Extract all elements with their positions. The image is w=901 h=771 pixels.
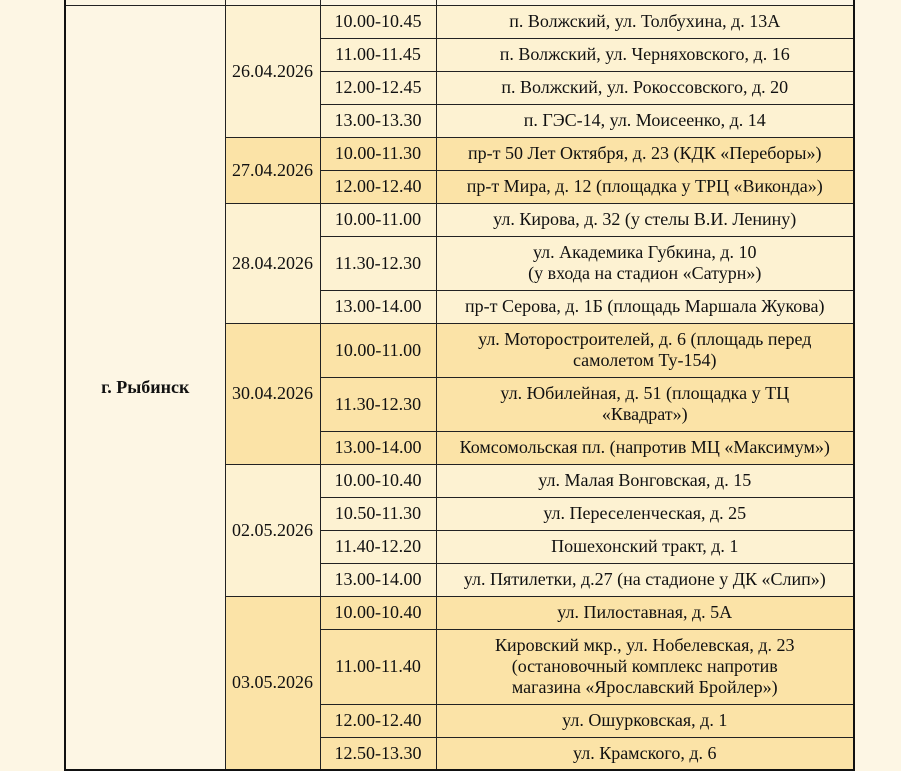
schedule-body [65,0,854,770]
address-line: ул. Малая Вонговская, д. 15 [538,470,752,490]
address-line: Комсомольская пл. (напротив МЦ «Максимум») [459,437,830,457]
address-line: пр-т Мира, д. 12 (площадка у ТРЦ «Виконда») [466,176,823,196]
time-cell: 11.30-12.30 [320,236,436,290]
time-cell: 13.00-14.00 [320,431,436,464]
address-line: (у входа на стадион «Сатурн») [528,263,762,283]
address-line: ул. Пилоставная, д. 5А [557,602,733,622]
date-cell: 03.05.2026 [225,596,320,770]
time-cell: 11.00-11.40 [320,629,436,704]
address-cell [436,704,854,737]
time-cell: 12.00-12.40 [320,704,436,737]
address-line: п. ГЭС-14, ул. Моисеенко, д. 14 [523,110,766,130]
address-line: Кировский мкр., ул. Нобелевская, д. 23 [494,635,795,655]
time-cell: 12.50-13.30 [320,737,436,770]
address-line: ул. Академика Губкина, д. 10 [532,242,757,262]
date-cell: 27.04.2026 [225,137,320,203]
time-cell: 10.00-10.45 [320,5,436,38]
time-cell: 13.00-14.00 [320,563,436,596]
time-cell: 13.00-14.00 [320,290,436,323]
time-cell: 12.00-12.45 [320,71,436,104]
address-line: Пошехонский тракт, д. 1 [551,536,739,556]
address-line: ул. Юбилейная, д. 51 (площадка у ТЦ [500,383,790,403]
schedule-table [64,0,855,771]
time-cell: 10.00-11.00 [320,203,436,236]
time-cell: 12.00-12.40 [320,170,436,203]
time-cell: 10.00-11.00 [320,323,436,377]
address-line: ул. Пятилетки, д.27 (на стадионе у ДК «Слип») [463,569,826,589]
time-cell: 10.00-10.40 [320,464,436,497]
address-line: пр-т Серова, д. 1Б (площадь Маршала Жукова) [464,296,825,316]
address-cell [436,431,854,464]
address-cell [436,5,854,38]
address-line: п. Волжский, ул. Черняховского, д. 16 [499,44,790,64]
date-cell: 26.04.2026 [225,5,320,137]
address-cell [436,236,854,290]
address-line: магазина «Ярославский Бройлер») [511,677,778,697]
address-line: ул. Кирова, д. 32 (у стелы В.И. Ленину) [493,209,797,229]
city-name: г. Рыбинск [65,5,225,770]
address-line: ул. Переселенческая, д. 25 [543,503,747,523]
address-line: пр-т 50 Лет Октября, д. 23 (КДК «Переборы») [468,143,822,163]
address-line: п. Волжский, ул. Толбухина, д. 13А [509,11,781,31]
address-cell [436,137,854,170]
time-cell: 10.50-11.30 [320,497,436,530]
address-line: «Квадрат») [601,404,688,424]
date-cell: 28.04.2026 [225,203,320,323]
time-cell: 13.00-13.30 [320,104,436,137]
time-cell: 10.00-11.30 [320,137,436,170]
address-cell [436,71,854,104]
address-cell [436,377,854,431]
table-row [65,5,854,38]
address-line: самолетом Ту-154) [572,350,717,370]
address-line: (остановочный комплекс напротив [511,656,778,676]
time-cell: 10.00-10.40 [320,596,436,629]
address-cell [436,629,854,704]
date-cell: 02.05.2026 [225,464,320,596]
address-cell [436,737,854,770]
date-cell: 30.04.2026 [225,323,320,464]
address-cell [436,497,854,530]
address-cell [436,530,854,563]
address-line: п. Волжский, ул. Рокоссовского, д. 20 [501,77,789,97]
address-cell [436,290,854,323]
address-cell [436,563,854,596]
time-cell: 11.30-12.30 [320,377,436,431]
address-cell [436,323,854,377]
address-cell [436,596,854,629]
address-line: ул. Моторостроителей, д. 6 (площадь перед [478,329,812,349]
address-cell [436,203,854,236]
address-cell [436,170,854,203]
time-cell: 11.40-12.20 [320,530,436,563]
address-cell [436,464,854,497]
address-line: ул. Ошурковская, д. 1 [562,710,728,730]
address-cell [436,104,854,137]
address-cell [436,38,854,71]
time-cell: 11.00-11.45 [320,38,436,71]
address-line: ул. Крамского, д. 6 [573,742,717,763]
